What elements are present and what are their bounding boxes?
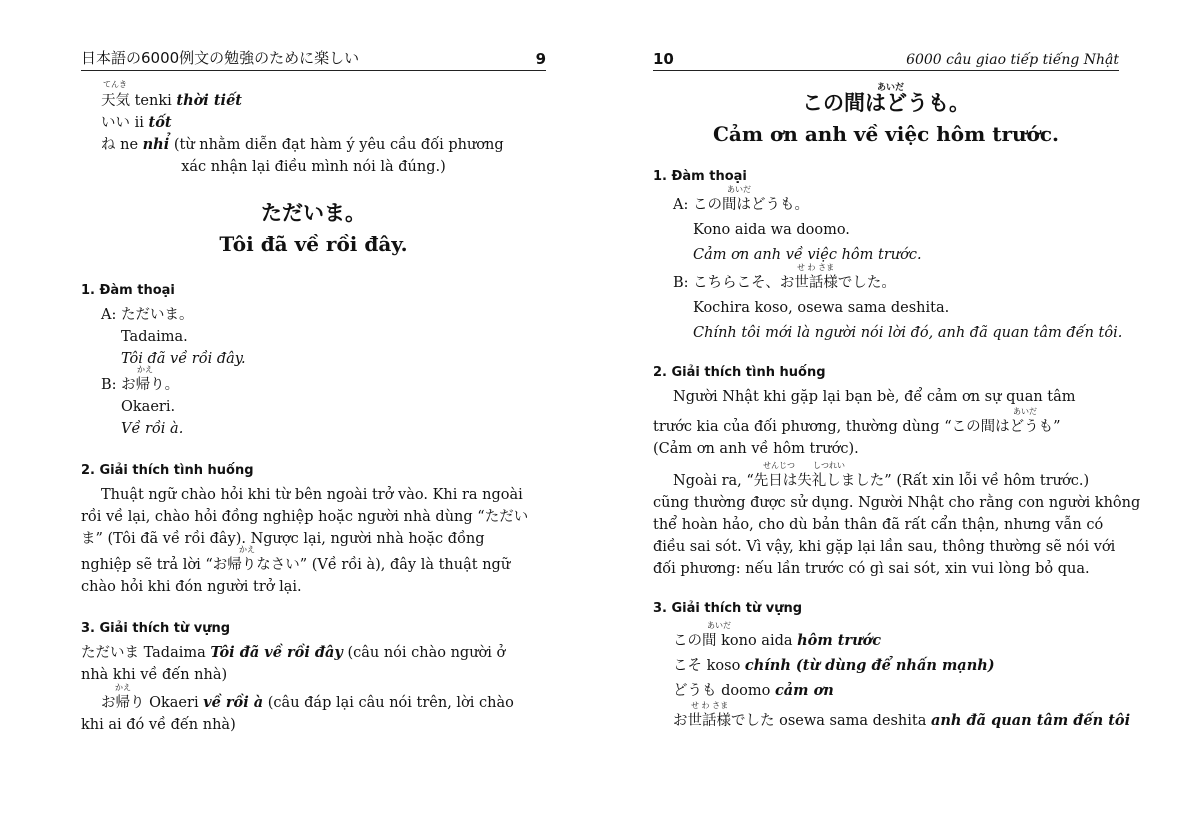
paragraph-line-ruby [81, 545, 546, 576]
section-heading: 1. Đàm thoại [653, 169, 747, 184]
vocab-romaji: kono aida [721, 633, 793, 649]
left-page-content [81, 78, 546, 736]
dialogue-vn: Tôi đã về rồi đây. [121, 351, 246, 367]
furigana: かえ [239, 545, 255, 554]
dialogue-jp: こちらこそ、お世話様でした。 [693, 275, 896, 291]
vocab-meaning: tốt [148, 114, 172, 131]
paragraph-line: Người Nhật khi gặp lại bạn bè, để cảm ơn sự quan tâm [673, 389, 1076, 405]
vocab-romaji: Tadaima [143, 645, 206, 661]
speaker-label: A: [673, 197, 689, 213]
right-header-title: 6000 câu giao tiếp tiếng Nhật [906, 52, 1119, 68]
vocab-item [81, 642, 546, 664]
section-heading: 3. Giải thích từ vựng [653, 601, 803, 616]
dialogue-romaji: Kochira koso, osewa sama deshita. [693, 300, 950, 316]
vocab-meaning: Tôi đã về rồi đây [210, 644, 343, 661]
dialogue-b [81, 365, 546, 396]
furigana: せ わ さま [797, 263, 835, 272]
lesson-title-jp: ただいま。 [261, 201, 366, 225]
vocab-romaji: doomo [721, 683, 771, 699]
left-page-header [81, 44, 546, 71]
furigana: せ わ さま [691, 701, 729, 710]
furigana: あいだ [727, 185, 751, 194]
vocab-romaji: koso [706, 658, 741, 674]
dialogue-romaji: Tadaima. [121, 329, 188, 345]
vocab-ii [81, 112, 546, 134]
paragraph-line-ruby [653, 461, 1119, 492]
vocab-ne [81, 134, 546, 156]
furigana: あいだ [877, 83, 905, 93]
vocab-romaji: ne [120, 137, 139, 153]
paragraph-line: (Cảm ơn anh về hôm trước). [653, 441, 859, 457]
furigana: てんき [103, 80, 127, 89]
right-page-number: 10 [653, 50, 674, 68]
left-page [0, 0, 596, 824]
dialogue-a [81, 304, 546, 326]
vocab-jp: どうも [673, 683, 717, 699]
furigana: せんじつ [763, 461, 795, 470]
vocab-jp: お世話様でした [673, 713, 775, 729]
left-page-number: 9 [535, 50, 546, 68]
vocab-jp: ね [101, 137, 116, 153]
vocab-item [653, 701, 1131, 732]
section-heading: 3. Giải thích từ vựng [81, 621, 231, 636]
dialogue-romaji: Kono aida wa doomo. [693, 222, 850, 238]
vocab-note-cont: xác nhận lại điều mình nói là đúng.) [181, 159, 446, 175]
paragraph-line: cũng thường được sử dụng. Người Nhật cho rằng con người không [653, 495, 1141, 511]
vocab-jp: お帰り [101, 695, 145, 711]
vocab-item [653, 621, 1119, 652]
vocab-note: (câu đáp lại câu nói trên, lời chào [267, 695, 514, 711]
vocab-meaning: anh đã quan tâm đến tôi [930, 712, 1131, 729]
vocab-romaji: Okaeri [149, 695, 199, 711]
vocab-jp: この間 [673, 633, 717, 649]
vocab-note-cont: khi ai đó về đến nhà) [81, 717, 236, 733]
vocab-romaji: osewa sama deshita [779, 713, 927, 729]
vocab-meaning: cảm ơn [774, 682, 834, 699]
speaker-label: A: [101, 307, 117, 323]
dialogue-jp: ただいま。 [120, 307, 194, 323]
lesson-title-vn: Tôi đã về rồi đây. [219, 232, 408, 256]
dialogue-b [653, 263, 1119, 294]
dialogue-romaji: Okaeri. [121, 399, 176, 415]
vocab-romaji: tenki [134, 93, 172, 109]
vocab-meaning: về rồi à [203, 694, 264, 711]
paragraph-line: trước kia của đối phương, thường dùng “この間はどうも” [653, 419, 1061, 435]
paragraph-line: Ngoài ra, “先日は失礼しました” (Rất xin lỗi về hôm trước.) [673, 473, 1090, 489]
vocab-jp: いい [101, 115, 130, 131]
furigana: あいだ [1013, 407, 1037, 416]
dialogue-jp: お帰り。 [121, 377, 180, 393]
paragraph-line-ruby [653, 407, 1119, 438]
vocab-tenki [81, 80, 546, 112]
vocab-romaji: ii [134, 115, 144, 131]
paragraph-line: rồi về lại, chào hỏi đồng nghiệp hoặc người nhà dùng “ただい [81, 509, 529, 525]
dialogue-vn: Về rồi à. [121, 421, 184, 437]
paragraph-line: Thuật ngữ chào hỏi khi từ bên ngoài trở vào. Khi ra ngoài [101, 487, 523, 503]
furigana: かえ [137, 365, 153, 374]
speaker-label: B: [101, 377, 117, 393]
vocab-jp: 天気 [101, 93, 130, 109]
dialogue-jp: この間はどうも。 [692, 197, 809, 213]
furigana: あいだ [707, 621, 731, 630]
lesson-title-jp: この間はどうも。 [802, 91, 970, 115]
vocab-note: (từ nhằm diễn đạt hàm ý yêu cầu đối phương [173, 137, 504, 153]
lesson-title-jp-wrap [653, 83, 1119, 118]
paragraph-line: đối phương: nếu lần trước có gì sai sót, xin vui lòng bỏ qua. [653, 561, 1090, 577]
vocab-jp: ただいま [81, 645, 139, 661]
vocab-note-cont: nhà khi về đến nhà) [81, 667, 228, 683]
section-heading: 2. Giải thích tình huống [653, 365, 826, 380]
vocab-meaning: thời tiết [176, 92, 242, 109]
vocab-item [653, 680, 1119, 702]
section-heading: 1. Đàm thoại [81, 283, 175, 298]
vocab-item [81, 683, 546, 714]
vocab-meaning: hôm trước [797, 632, 882, 649]
right-page-content [653, 78, 1141, 732]
dialogue-vn: Cảm ơn anh về việc hôm trước. [693, 247, 922, 263]
section-heading: 2. Giải thích tình huống [81, 463, 254, 478]
paragraph-line: nghiệp sẽ trả lời “お帰りなさい” (Về rồi à), đây là thuật ngữ [81, 557, 511, 573]
paragraph-line: thể hoàn hảo, cho dù bản thân đã rất cẩn thận, nhưng vẫn có [653, 517, 1104, 533]
paragraph-line: điều sai sót. Vì vậy, khi gặp lại lần sau, thông thường sẽ nói với [653, 539, 1116, 555]
lesson-title-vn: Cảm ơn anh về việc hôm trước. [712, 122, 1060, 146]
right-page-header [653, 44, 1119, 71]
furigana: かえ [115, 683, 131, 692]
vocab-meaning: nhỉ [142, 136, 170, 153]
paragraph-line: ま” (Tôi đã về rồi đây). Ngược lại, người nhà hoặc đồng [81, 531, 485, 547]
furigana: しつれい [813, 461, 845, 470]
speaker-label: B: [673, 275, 689, 291]
dialogue-a [653, 185, 1119, 216]
dialogue-vn: Chính tôi mới là người nói lời đó, anh đã quan tâm đến tôi. [693, 325, 1123, 341]
vocab-jp: こそ [673, 658, 702, 674]
vocab-item [653, 655, 1119, 677]
vocab-meaning: chính (từ dùng để nhấn mạnh) [744, 657, 995, 674]
vocab-note: (câu nói chào người ở [347, 645, 506, 661]
right-page [597, 0, 1193, 824]
left-header-title: 日本語の6000例文の勉強のために楽しい [81, 49, 360, 67]
paragraph-line: chào hỏi khi đón người trở lại. [81, 579, 302, 595]
